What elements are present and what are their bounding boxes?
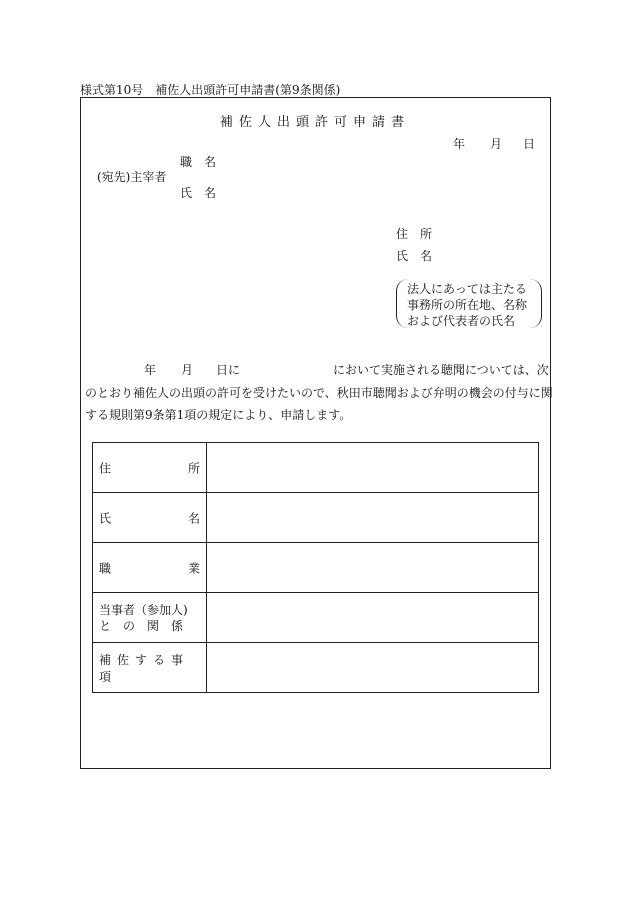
- row-label-address: 住 所: [93, 443, 207, 493]
- table-row: [93, 593, 539, 643]
- addressee-name-label: 氏 名: [180, 186, 217, 200]
- row-value-address[interactable]: [207, 443, 539, 493]
- date-month-label: 月: [490, 137, 503, 151]
- addressee-prefix: (宛先)主宰者: [97, 170, 167, 184]
- row-label-name: 氏 名: [93, 493, 207, 543]
- corporate-note: 法人にあっては主たる事務所の所在地、名称および代表者の氏名: [407, 282, 528, 328]
- row-value-name[interactable]: [207, 493, 539, 543]
- body-day-label: 日に: [216, 363, 241, 377]
- applicant-name-label: 氏 名: [396, 249, 433, 263]
- table-row: [93, 493, 539, 543]
- date-day-label: 日: [523, 137, 536, 151]
- addressee-position-label: 職 名: [180, 155, 217, 169]
- body-line3: する規則第9条第1項の規定により、申請します。: [85, 408, 352, 422]
- applicant-info-table: [92, 442, 539, 693]
- table-row: [93, 443, 539, 493]
- body-line2: のとおり補佐人の出頭の許可を受けたいので、秋田市聴聞および弁明の機会の付与に関: [85, 386, 553, 400]
- body-line1-rest: において実施される聴聞については、次: [333, 363, 549, 377]
- form-number-caption: 様式第10号 補佐人出頭許可申請書(第9条関係): [80, 83, 341, 97]
- body-month-label: 月: [181, 363, 194, 377]
- row-label-occupation: 職 業: [93, 543, 207, 593]
- applicant-address-label: 住 所: [396, 227, 433, 241]
- form-title: 補佐人出頭許可申請書: [219, 115, 410, 130]
- row-label-relationship: 当事者（参加人) と の 関 係: [93, 593, 207, 643]
- table-row: [93, 643, 539, 693]
- row-value-occupation[interactable]: [207, 543, 539, 593]
- row-value-assist-matters[interactable]: [207, 643, 539, 693]
- row-label-assist-matters: 補佐する事項: [93, 643, 207, 693]
- row-value-relationship[interactable]: [207, 593, 539, 643]
- body-year-label: 年: [144, 363, 157, 377]
- date-year-label: 年: [453, 137, 466, 151]
- table-row: [93, 543, 539, 593]
